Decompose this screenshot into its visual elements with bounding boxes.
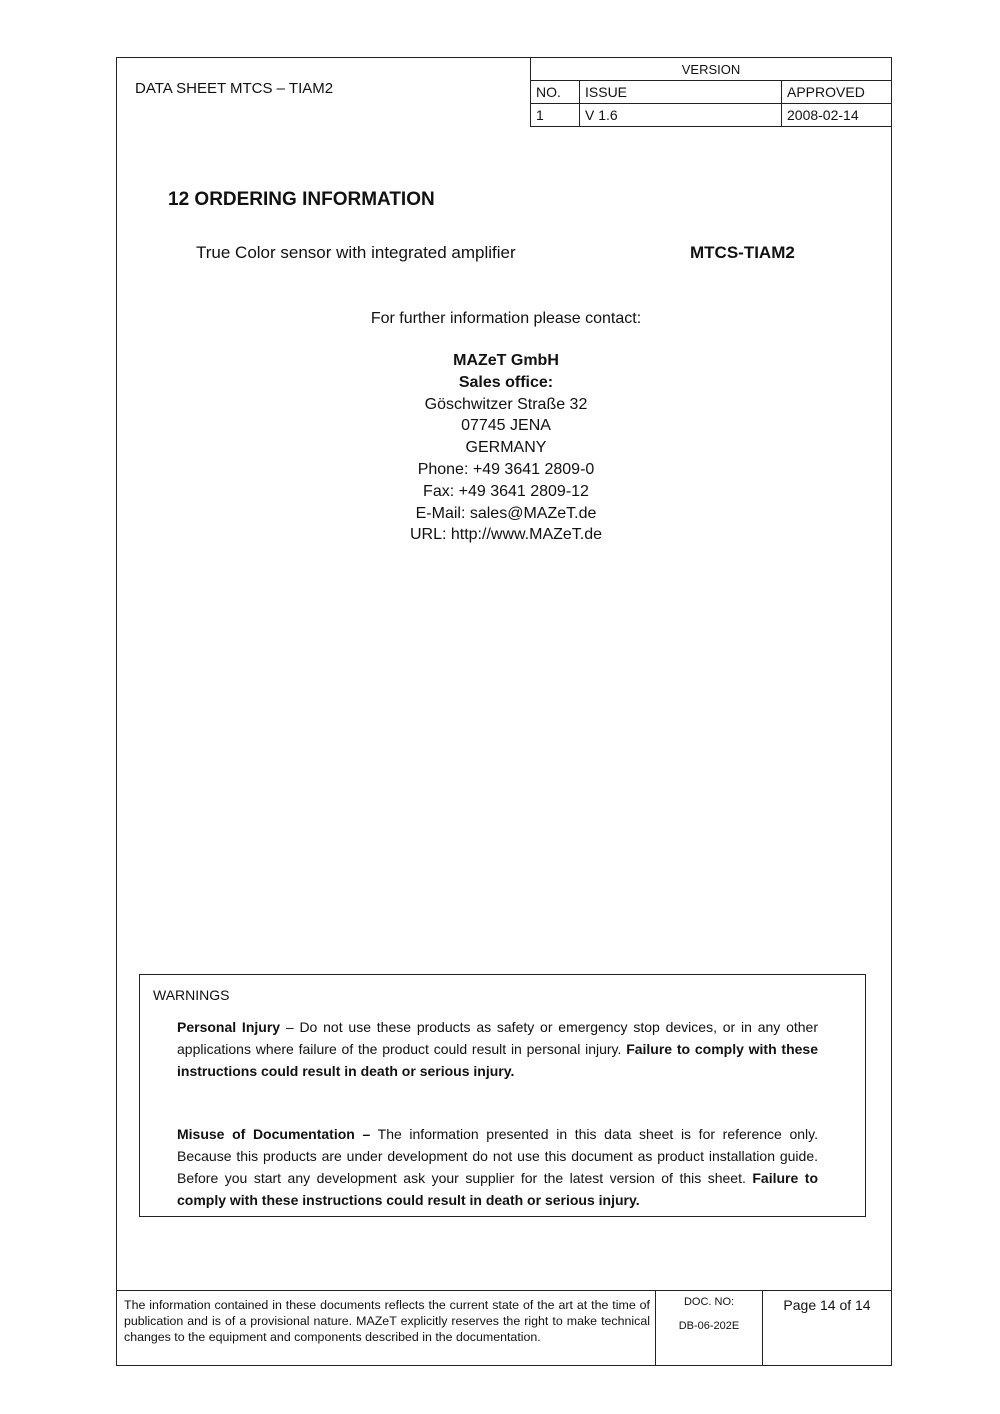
street: Göschwitzer Straße 32 [424, 395, 588, 413]
product-description: True Color sensor with integrated amplifier [196, 243, 516, 262]
phone: Phone: +49 3641 2809-0 [417, 460, 595, 478]
warnings-title: WARNINGS [153, 987, 230, 1003]
warning-lead: Misuse of Documentation – [177, 1126, 371, 1142]
footer-column-divider [655, 1290, 656, 1366]
contact-address [306, 350, 706, 546]
product-code: MTCS-TIAM2 [690, 243, 795, 262]
warnings-box [139, 974, 866, 1217]
sales-office-label: Sales office: [458, 373, 554, 391]
version-approved: 2008-02-14 [782, 104, 892, 127]
doc-number: DB-06-202E [678, 1320, 740, 1332]
version-issue: V 1.6 [580, 104, 782, 127]
warning-personal-injury [177, 1016, 818, 1082]
version-table [530, 57, 892, 127]
document-title: DATA SHEET MTCS – TIAM2 [135, 80, 334, 97]
warning-lead: Personal Injury [177, 1019, 281, 1035]
company-name: MAZeT GmbH [453, 352, 559, 369]
warning-text: – Do not use these products as safety or emergency stop devices, or in any other applications where failure of the product could result in personal injury. [177, 1019, 818, 1057]
fax: Fax: +49 3641 2809-12 [423, 482, 589, 500]
page-number: Page 14 of 14 [783, 1297, 871, 1313]
version-col-no: NO. [531, 81, 580, 104]
city: 07745 JENA [461, 417, 551, 435]
footer-divider [116, 1290, 892, 1291]
warning-emphasis: Failure to comply with these instructions could result in death or serious injury. [177, 1041, 818, 1079]
warning-emphasis: Failure to comply with these instructions could result in death or serious injury. [177, 1170, 818, 1208]
footer-disclaimer: The information contained in these documents reflects the current state of the art at the time of publication and is of a provisional nature. MAZeT explicitly reserves the right to make technical changes to the equipment and components described in the documentation. [124, 1298, 650, 1345]
doc-number-label: DOC. NO: [683, 1296, 735, 1308]
section-heading: 12 ORDERING INFORMATION [168, 189, 435, 210]
warning-text: The information presented in this data sheet is for reference only. Because this products are under development do not use this document as product installation guide. Before you start any development ask your supplier for the latest version of this sheet. [177, 1126, 818, 1186]
version-caption: VERSION [531, 58, 892, 81]
url[interactable]: URL: http://www.MAZeT.de [409, 526, 603, 544]
warning-misuse-documentation [177, 1123, 818, 1211]
version-no: 1 [531, 104, 580, 127]
contact-intro: For further information please contact: [370, 310, 642, 327]
version-col-approved: APPROVED [782, 81, 892, 104]
version-col-issue: ISSUE [580, 81, 782, 104]
email[interactable]: E-Mail: sales@MAZeT.de [415, 504, 597, 522]
country: GERMANY [465, 439, 547, 457]
